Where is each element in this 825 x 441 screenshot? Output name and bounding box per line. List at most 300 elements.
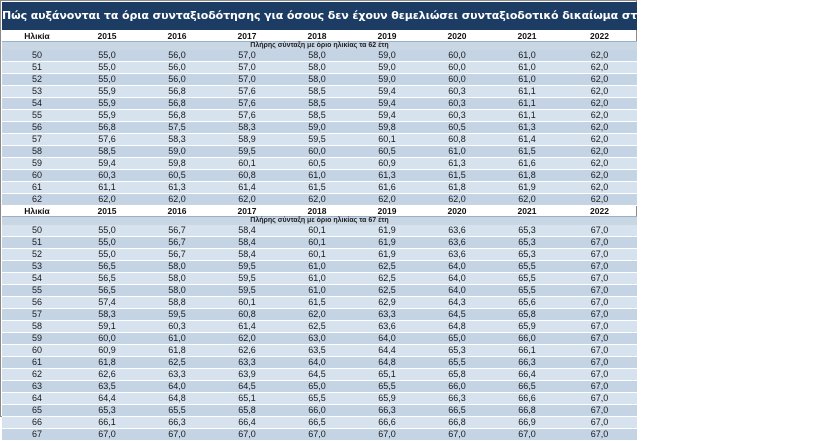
age-cell: 61 (2, 357, 72, 369)
year-column-header: 2020 (422, 206, 492, 217)
retirement-age-cell: 60,8 (212, 170, 282, 182)
age-cell: 62 (2, 194, 72, 206)
retirement-age-cell: 65,9 (492, 321, 562, 333)
table-row (2, 297, 637, 309)
retirement-age-cell: 65,0 (282, 381, 352, 393)
age-cell: 67 (2, 429, 72, 441)
retirement-age-cell: 62,0 (142, 194, 212, 206)
retirement-age-cell: 62,9 (352, 297, 422, 309)
table-row (2, 237, 637, 249)
retirement-age-cell: 61,8 (142, 345, 212, 357)
table-row (2, 369, 637, 381)
age-cell: 63 (2, 381, 72, 393)
retirement-age-cell: 58,0 (142, 261, 212, 273)
retirement-age-cell: 67,0 (562, 309, 637, 321)
pension-age-table (2, 31, 637, 441)
retirement-age-cell: 63,6 (422, 249, 492, 261)
retirement-age-cell: 61,1 (492, 110, 562, 122)
retirement-age-cell: 65,3 (492, 225, 562, 237)
age-cell: 57 (2, 134, 72, 146)
age-cell: 66 (2, 417, 72, 429)
table-row (2, 134, 637, 146)
section-label: Πλήρης σύνταξη με όριο ηλικίας τα 62 έτη (2, 42, 637, 51)
retirement-age-cell: 60,3 (422, 110, 492, 122)
retirement-age-cell: 58,0 (142, 273, 212, 285)
retirement-age-cell: 56,0 (142, 50, 212, 62)
retirement-age-cell: 61,3 (352, 170, 422, 182)
retirement-age-cell: 65,5 (492, 285, 562, 297)
table-row (2, 405, 637, 417)
table-row (2, 50, 637, 62)
year-column-header: 2019 (352, 31, 422, 42)
retirement-age-cell: 60,0 (422, 50, 492, 62)
retirement-age-cell: 62,0 (562, 134, 637, 146)
retirement-age-cell: 58,4 (212, 249, 282, 261)
retirement-age-cell: 67,0 (142, 429, 212, 441)
retirement-age-cell: 59,0 (352, 50, 422, 62)
age-cell: 50 (2, 225, 72, 237)
retirement-age-cell: 62,0 (562, 62, 637, 74)
retirement-age-cell: 67,0 (562, 357, 637, 369)
year-column-header: 2017 (212, 206, 282, 217)
age-cell: 59 (2, 158, 72, 170)
retirement-age-cell: 61,0 (492, 50, 562, 62)
table-row (2, 381, 637, 393)
retirement-age-cell: 60,1 (352, 134, 422, 146)
retirement-age-cell: 62,0 (562, 50, 637, 62)
retirement-age-cell: 65,8 (422, 369, 492, 381)
retirement-age-cell: 59,4 (352, 98, 422, 110)
retirement-age-cell: 61,4 (212, 321, 282, 333)
retirement-age-cell: 62,0 (562, 146, 637, 158)
retirement-age-cell: 61,1 (492, 98, 562, 110)
retirement-age-cell: 61,5 (282, 297, 352, 309)
retirement-age-cell: 60,3 (142, 321, 212, 333)
retirement-age-cell: 62,5 (142, 357, 212, 369)
retirement-age-cell: 62,5 (282, 321, 352, 333)
retirement-age-cell: 65,1 (212, 393, 282, 405)
table-row (2, 309, 637, 321)
retirement-age-cell: 65,5 (352, 381, 422, 393)
retirement-age-cell: 60,3 (422, 98, 492, 110)
retirement-age-cell: 58,0 (282, 74, 352, 86)
retirement-age-cell: 66,8 (422, 417, 492, 429)
age-cell: 51 (2, 237, 72, 249)
retirement-age-cell: 61,3 (492, 122, 562, 134)
year-column-header: 2017 (212, 31, 282, 42)
age-cell: 54 (2, 98, 72, 110)
retirement-age-cell: 64,0 (422, 261, 492, 273)
retirement-age-cell: 62,5 (352, 285, 422, 297)
retirement-age-cell: 64,0 (422, 285, 492, 297)
table-row (2, 86, 637, 98)
age-cell: 53 (2, 86, 72, 98)
retirement-age-cell: 65,5 (492, 273, 562, 285)
age-cell: 57 (2, 309, 72, 321)
retirement-age-cell: 61,0 (142, 333, 212, 345)
retirement-age-cell: 66,1 (72, 417, 142, 429)
retirement-age-cell: 65,3 (492, 249, 562, 261)
year-column-header: 2021 (492, 31, 562, 42)
age-cell: 65 (2, 405, 72, 417)
retirement-age-cell: 67,0 (562, 417, 637, 429)
retirement-age-cell: 57,4 (72, 297, 142, 309)
retirement-age-cell: 57,6 (212, 110, 282, 122)
year-column-header: 2015 (72, 206, 142, 217)
retirement-age-cell: 64,8 (352, 357, 422, 369)
retirement-age-cell: 63,6 (422, 225, 492, 237)
table-row (2, 429, 637, 441)
year-column-header: 2018 (282, 206, 352, 217)
retirement-age-cell: 61,8 (422, 182, 492, 194)
table-row (2, 122, 637, 134)
retirement-age-cell: 63,3 (142, 369, 212, 381)
retirement-age-cell: 60,0 (422, 62, 492, 74)
retirement-age-cell: 58,0 (282, 50, 352, 62)
table-row (2, 321, 637, 333)
retirement-age-cell: 62,0 (212, 333, 282, 345)
age-cell: 60 (2, 345, 72, 357)
retirement-age-cell: 58,3 (212, 122, 282, 134)
retirement-age-cell: 61,1 (492, 86, 562, 98)
year-column-header: 2021 (492, 206, 562, 217)
retirement-age-cell: 59,0 (282, 122, 352, 134)
retirement-age-cell: 62,0 (562, 158, 637, 170)
retirement-age-cell: 67,0 (562, 333, 637, 345)
retirement-age-cell: 61,0 (282, 273, 352, 285)
retirement-age-cell: 63,9 (212, 369, 282, 381)
retirement-age-cell: 60,1 (212, 158, 282, 170)
section-label: Πλήρης σύνταξη με όριο ηλικίας τα 67 έτη (2, 217, 637, 226)
table-row (2, 110, 637, 122)
year-column-header: 2016 (142, 206, 212, 217)
table-row (2, 345, 637, 357)
table-row (2, 261, 637, 273)
retirement-age-cell: 67,0 (352, 429, 422, 441)
retirement-age-cell: 65,8 (492, 309, 562, 321)
retirement-age-cell: 59,5 (212, 261, 282, 273)
retirement-age-cell: 66,5 (422, 405, 492, 417)
retirement-age-cell: 55,0 (72, 237, 142, 249)
retirement-age-cell: 61,0 (282, 261, 352, 273)
retirement-age-cell: 61,5 (422, 170, 492, 182)
retirement-age-cell: 57,6 (72, 134, 142, 146)
retirement-age-cell: 65,9 (352, 393, 422, 405)
retirement-age-cell: 59,1 (72, 321, 142, 333)
age-cell: 51 (2, 62, 72, 74)
retirement-age-cell: 59,8 (352, 122, 422, 134)
retirement-age-cell: 62,0 (352, 194, 422, 206)
document-title: Πώς αυξάνονται τα όρια συνταξιοδότησης για όσους δεν έχουν θεμελιώσει συνταξιοδοτικό δικαίωμα στον ιδιωτικό και δημόσιο τομέα (2, 2, 637, 30)
table-row (2, 357, 637, 369)
retirement-age-cell: 57,6 (212, 98, 282, 110)
retirement-age-cell: 66,3 (352, 405, 422, 417)
retirement-age-cell: 62,0 (562, 194, 637, 206)
retirement-age-cell: 59,5 (212, 285, 282, 297)
retirement-age-cell: 59,4 (352, 86, 422, 98)
retirement-age-cell: 66,4 (212, 417, 282, 429)
retirement-age-cell: 67,0 (422, 429, 492, 441)
table-row (2, 417, 637, 429)
retirement-age-cell: 60,1 (282, 225, 352, 237)
retirement-age-cell: 65,8 (212, 405, 282, 417)
table-header-row (2, 31, 637, 42)
retirement-age-cell: 61,1 (72, 182, 142, 194)
age-cell: 52 (2, 249, 72, 261)
retirement-age-cell: 62,5 (352, 261, 422, 273)
retirement-age-cell: 57,0 (212, 62, 282, 74)
retirement-age-cell: 67,0 (562, 429, 637, 441)
retirement-age-cell: 61,3 (422, 158, 492, 170)
retirement-age-cell: 64,0 (352, 333, 422, 345)
retirement-age-cell: 58,8 (142, 297, 212, 309)
retirement-age-cell: 66,8 (492, 405, 562, 417)
retirement-age-cell: 65,5 (492, 261, 562, 273)
table-row (2, 74, 637, 86)
table-row (2, 285, 637, 297)
retirement-age-cell: 60,1 (212, 297, 282, 309)
retirement-age-cell: 64,5 (422, 309, 492, 321)
year-column-header: 2018 (282, 31, 352, 42)
age-cell: 52 (2, 74, 72, 86)
retirement-age-cell: 65,6 (492, 297, 562, 309)
retirement-age-cell: 61,9 (352, 237, 422, 249)
retirement-age-cell: 64,4 (72, 393, 142, 405)
retirement-age-cell: 61,0 (282, 170, 352, 182)
age-cell: 61 (2, 182, 72, 194)
age-cell: 54 (2, 273, 72, 285)
table-header-row (2, 206, 637, 217)
retirement-age-cell: 63,0 (282, 333, 352, 345)
year-column-header: 2022 (562, 206, 637, 217)
retirement-age-cell: 60,1 (282, 249, 352, 261)
retirement-age-cell: 56,5 (72, 273, 142, 285)
retirement-age-cell: 66,1 (492, 345, 562, 357)
retirement-age-cell: 61,6 (492, 158, 562, 170)
retirement-age-cell: 67,0 (72, 429, 142, 441)
retirement-age-cell: 62,0 (562, 110, 637, 122)
retirement-age-cell: 61,9 (352, 225, 422, 237)
retirement-age-cell: 56,8 (142, 110, 212, 122)
retirement-age-cell: 56,7 (142, 225, 212, 237)
retirement-age-cell: 62,6 (212, 345, 282, 357)
retirement-age-cell: 66,3 (142, 417, 212, 429)
retirement-age-cell: 58,3 (142, 134, 212, 146)
retirement-age-cell: 66,3 (422, 393, 492, 405)
section-label-row (2, 217, 637, 226)
retirement-age-cell: 60,3 (72, 170, 142, 182)
retirement-age-cell: 62,0 (492, 194, 562, 206)
retirement-age-cell: 64,5 (282, 369, 352, 381)
retirement-age-cell: 64,8 (422, 321, 492, 333)
retirement-age-cell: 66,0 (492, 333, 562, 345)
retirement-age-cell: 55,0 (72, 50, 142, 62)
retirement-age-cell: 56,5 (72, 261, 142, 273)
retirement-age-cell: 62,0 (562, 122, 637, 134)
retirement-age-cell: 60,5 (422, 122, 492, 134)
retirement-age-cell: 67,0 (562, 249, 637, 261)
age-cell: 53 (2, 261, 72, 273)
retirement-age-cell: 59,5 (212, 273, 282, 285)
age-cell: 58 (2, 146, 72, 158)
retirement-age-cell: 66,5 (492, 381, 562, 393)
retirement-age-cell: 65,5 (142, 405, 212, 417)
retirement-age-cell: 59,8 (142, 158, 212, 170)
table-row (2, 225, 637, 237)
retirement-age-cell: 67,0 (282, 429, 352, 441)
retirement-age-cell: 60,9 (352, 158, 422, 170)
retirement-age-cell: 66,0 (282, 405, 352, 417)
retirement-age-cell: 62,0 (422, 194, 492, 206)
retirement-age-cell: 62,0 (282, 194, 352, 206)
retirement-age-cell: 65,0 (422, 333, 492, 345)
retirement-age-cell: 57,5 (142, 122, 212, 134)
retirement-age-cell: 64,0 (422, 273, 492, 285)
table-row (2, 170, 637, 182)
retirement-age-cell: 66,6 (492, 393, 562, 405)
retirement-age-cell: 61,0 (422, 146, 492, 158)
table-row (2, 182, 637, 194)
age-cell: 56 (2, 297, 72, 309)
retirement-age-cell: 62,0 (562, 182, 637, 194)
retirement-age-cell: 66,0 (422, 381, 492, 393)
retirement-age-cell: 60,9 (72, 345, 142, 357)
age-cell: 55 (2, 110, 72, 122)
retirement-age-cell: 56,0 (142, 62, 212, 74)
retirement-age-cell: 60,0 (422, 74, 492, 86)
retirement-age-cell: 65,3 (422, 345, 492, 357)
retirement-age-cell: 56,8 (72, 122, 142, 134)
retirement-age-cell: 61,5 (492, 146, 562, 158)
retirement-age-cell: 59,0 (142, 146, 212, 158)
retirement-age-cell: 60,5 (282, 158, 352, 170)
retirement-age-cell: 63,3 (352, 309, 422, 321)
retirement-age-cell: 58,0 (282, 62, 352, 74)
retirement-age-cell: 60,0 (72, 333, 142, 345)
retirement-age-cell: 61,0 (492, 62, 562, 74)
retirement-age-cell: 56,8 (142, 98, 212, 110)
retirement-age-cell: 63,5 (72, 381, 142, 393)
retirement-age-cell: 67,0 (212, 429, 282, 441)
retirement-age-cell: 55,9 (72, 98, 142, 110)
retirement-age-cell: 58,5 (72, 146, 142, 158)
retirement-age-cell: 61,8 (72, 357, 142, 369)
retirement-age-cell: 61,4 (212, 182, 282, 194)
retirement-age-cell: 64,3 (422, 297, 492, 309)
year-column-header: 2022 (562, 31, 637, 42)
age-column-header: Ηλικία (2, 31, 72, 42)
retirement-age-cell: 61,0 (282, 285, 352, 297)
retirement-age-cell: 58,3 (72, 309, 142, 321)
retirement-age-cell: 59,5 (212, 146, 282, 158)
retirement-age-cell: 56,5 (72, 285, 142, 297)
retirement-age-cell: 58,4 (212, 237, 282, 249)
retirement-age-cell: 65,5 (282, 393, 352, 405)
retirement-age-cell: 67,0 (562, 393, 637, 405)
retirement-age-cell: 61,0 (492, 74, 562, 86)
age-cell: 59 (2, 333, 72, 345)
retirement-age-cell: 65,5 (422, 357, 492, 369)
retirement-age-cell: 67,0 (562, 345, 637, 357)
retirement-age-cell: 62,0 (562, 98, 637, 110)
retirement-age-cell: 64,4 (352, 345, 422, 357)
age-cell: 60 (2, 170, 72, 182)
retirement-age-cell: 60,8 (422, 134, 492, 146)
year-column-header: 2016 (142, 31, 212, 42)
retirement-age-cell: 64,0 (142, 381, 212, 393)
year-column-header: 2015 (72, 31, 142, 42)
age-cell: 64 (2, 393, 72, 405)
age-cell: 58 (2, 321, 72, 333)
retirement-age-cell: 55,0 (72, 225, 142, 237)
retirement-age-cell: 63,5 (282, 345, 352, 357)
retirement-age-cell: 58,5 (282, 98, 352, 110)
age-cell: 50 (2, 50, 72, 62)
retirement-age-cell: 62,0 (212, 194, 282, 206)
retirement-age-cell: 55,0 (72, 62, 142, 74)
retirement-age-cell: 60,8 (212, 309, 282, 321)
table-row (2, 393, 637, 405)
table-row (2, 62, 637, 74)
retirement-age-cell: 61,4 (492, 134, 562, 146)
retirement-age-cell: 60,0 (282, 146, 352, 158)
retirement-age-cell: 59,4 (352, 110, 422, 122)
retirement-age-cell: 59,0 (352, 74, 422, 86)
retirement-age-cell: 58,5 (282, 86, 352, 98)
retirement-age-cell: 67,0 (492, 429, 562, 441)
retirement-age-cell: 67,0 (562, 273, 637, 285)
retirement-age-cell: 55,0 (72, 74, 142, 86)
retirement-age-cell: 67,0 (562, 369, 637, 381)
retirement-age-cell: 55,0 (72, 249, 142, 261)
section-label-row (2, 42, 637, 51)
retirement-age-cell: 64,5 (212, 381, 282, 393)
retirement-age-cell: 60,3 (422, 86, 492, 98)
age-cell: 56 (2, 122, 72, 134)
retirement-age-cell: 59,5 (282, 134, 352, 146)
retirement-age-cell: 67,0 (562, 405, 637, 417)
retirement-age-cell: 57,0 (212, 50, 282, 62)
table-row (2, 333, 637, 345)
retirement-age-cell: 67,0 (562, 285, 637, 297)
table-row (2, 158, 637, 170)
table-row (2, 273, 637, 285)
retirement-age-cell: 67,0 (562, 225, 637, 237)
age-cell: 62 (2, 369, 72, 381)
retirement-age-cell: 59,5 (142, 309, 212, 321)
retirement-age-cell: 65,3 (72, 405, 142, 417)
retirement-age-cell: 58,5 (282, 110, 352, 122)
retirement-age-cell: 62,0 (562, 86, 637, 98)
retirement-age-cell: 61,3 (142, 182, 212, 194)
retirement-age-cell: 62,0 (72, 194, 142, 206)
retirement-age-cell: 63,6 (352, 321, 422, 333)
retirement-age-cell: 63,6 (422, 237, 492, 249)
retirement-age-cell: 62,5 (352, 273, 422, 285)
retirement-age-cell: 55,9 (72, 110, 142, 122)
retirement-age-cell: 56,8 (142, 86, 212, 98)
retirement-age-cell: 57,6 (212, 86, 282, 98)
retirement-age-cell: 62,0 (282, 309, 352, 321)
retirement-age-cell: 64,8 (142, 393, 212, 405)
table-row (2, 249, 637, 261)
retirement-age-cell: 61,5 (282, 182, 352, 194)
retirement-age-cell: 59,0 (352, 62, 422, 74)
retirement-age-cell: 64,0 (282, 357, 352, 369)
retirement-age-cell: 58,0 (142, 285, 212, 297)
retirement-age-cell: 56,7 (142, 237, 212, 249)
year-column-header: 2020 (422, 31, 492, 42)
